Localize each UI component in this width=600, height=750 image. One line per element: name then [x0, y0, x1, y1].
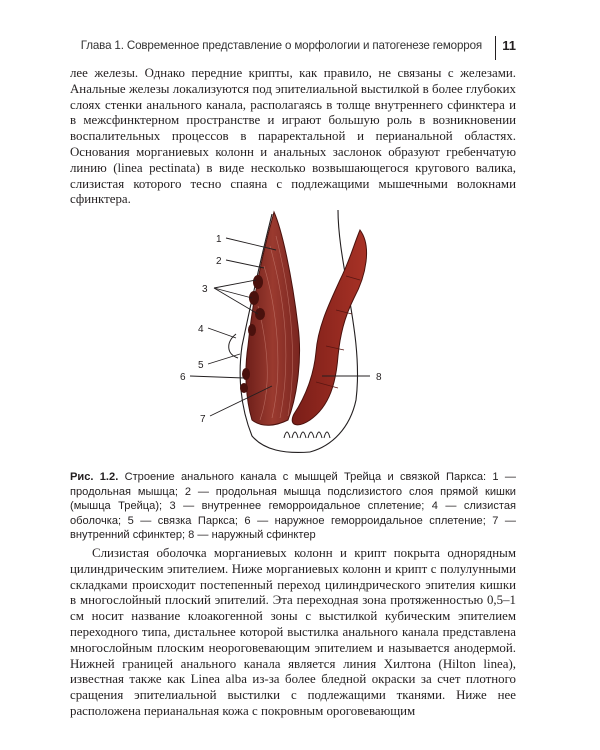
header-divider	[495, 36, 496, 60]
mucosa-fold	[229, 334, 238, 358]
caption-text: Строение анального канала с мышцей Трейца и связкой Паркса: 1 — продольная мышца; 2 — продольная мышца подслизистого слоя прямой кишки (мышца Трейца); 3 — внутреннее геморроидальное сплетение; 4 — слизистая оболочка; 5 — связка Паркса; 6 — наружное геморроидальное сплетение; 7 — внутренний сфинктер; 8 — наружный сфинктер	[70, 471, 516, 542]
figure-label-5: 5	[198, 360, 204, 371]
external-sphincter-shape	[292, 230, 366, 425]
figure-label-1: 1	[216, 234, 222, 245]
figure-label-3: 3	[202, 284, 208, 295]
figure-caption	[70, 470, 516, 543]
internal-sphincter-shape	[246, 212, 300, 425]
anatomy-figure	[160, 206, 420, 462]
figure-label-8: 8	[376, 372, 382, 383]
figure-label-7: 7	[200, 414, 206, 425]
caption-label: Рис. 1.2.	[70, 471, 119, 483]
paragraph-epithelium: Слизистая оболочка морганиевых колонн и крипт покрыта однорядным цилиндрическим эпителием. Ниже морганиевых колонн и крипт с полулунными складками происходит постепенный переход цилиндрического эпителия кишки в многослойный плоский эпителий. Эта переходная зона протяженностью 0,5–1 см носит название клоакогенной зоны с выстилкой кубическим эпителием переходного типа, дистальнее которой выстилка анального канала представлена многослойным плоским неороговевающим эпителием и называется анодермой. Нижней границей анального канала является линия Хилтона (Hilton linea), известная также как Linea alba из-за более бледной окраски за счет плотного сращения эпителиальной выстилки с подлежащими тканями. Ниже нее расположена перианальная кожа с покровным ороговевающим	[70, 546, 516, 718]
figure-label-4: 4	[198, 324, 204, 335]
figure-label-6: 6	[180, 372, 186, 383]
paragraph-intro: лее железы. Однако передние крипты, как правило, не связаны с железами. Анальные железы локализуются под эпителиальной выстилкой в более глубоких слоях стенки анального канала, располагаясь в толще внутреннего сфинктера и в межсфинктерном пространстве и играют большую роль в возникновении воспалительных процессов в параректальной и перианальной областях. Основания морганиевых колонн и анальных заслонок образуют гребенчатую линию (linea pectinata) в виде несколько возвышающегося кругового валика, слизистая которого тесно спаяна с подлежащими мышечными волокнами сфинктера.	[70, 66, 516, 207]
chapter-title: Глава 1. Современное представление о морфологии и патогенезе геморроя	[80, 39, 482, 52]
anal-verge-folds	[284, 432, 330, 438]
anal-canal-illustration	[160, 206, 420, 462]
figure-label-2: 2	[216, 256, 222, 267]
page-number: 11	[502, 38, 516, 53]
running-header	[70, 36, 516, 56]
